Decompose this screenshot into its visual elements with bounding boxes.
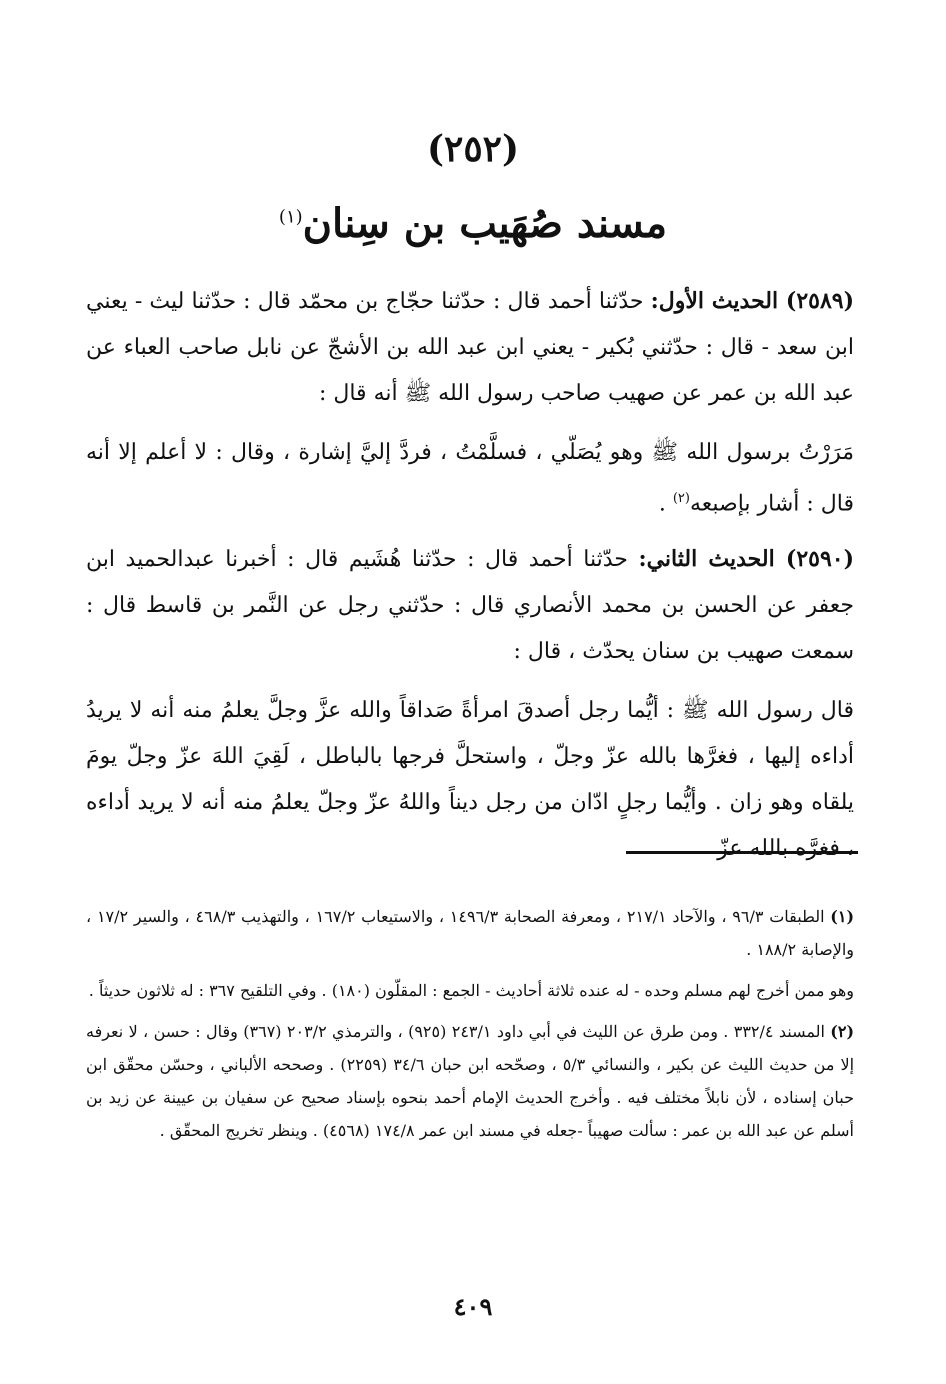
hadith-text-tail: . — [658, 491, 673, 517]
hadith-text: حدّثنا أحمد قال : حدّثنا هُشَيم قال : أخبرنا عبدالحميد ابن جعفر عن الحسن بن محمد الأنصاري قال : حدّثني رجل عن النَّمر بن قاسط قال : سمعت صهيب بن سنان يحدّث ، قال : — [86, 547, 854, 664]
footnote-separator — [626, 851, 858, 854]
footnote-2 — [86, 1015, 854, 1147]
footnote-marker: (٢) — [830, 1022, 855, 1041]
page-number: ٤٠٩ — [453, 1292, 493, 1321]
footnotes — [86, 900, 854, 1155]
hadith-paragraph-2 — [86, 536, 854, 675]
footnote-ref: (٢) — [672, 491, 690, 506]
footnote-1 — [86, 900, 854, 966]
section-number: (٢٥٢) — [426, 128, 520, 170]
footnote-text: المسند ٣٣٢/٤ . ومن طرق عن الليث في أبي داود ٢٤٣/١ (٩٢٥) ، والترمذي ٢٠٣/٢ (٣٦٧) وقال : حسن ، لا نعرفه إلا من حديث الليث عن بكير ، والنسائي ٥/٣ ، وصحّحه ابن حبان ٣٤/٦ (٢٢٥٩) . وصححه الألباني ، وحسّن محقّق ابن حبان إسناده ، لأن نابلاً مختلف فيه . وأخرج الحديث الإمام أحمد بنحوه بإسناد صحيح عن سفيان بن عيينة عن زيد بن أسلم عن عبد الله بن عمر : سألت صهيباً -جعله في مسند ابن عمر ١٧٤/٨ (٤٥٦٨) . وينظر تخريج المحقّق . — [86, 1022, 855, 1140]
hadith-text: مَرَرْتُ برسول الله ﷺ وهو يُصَلّي ، فسلَّمْتُ ، فردَّ إليَّ إشارة ، وقال : لا أعلم إلا أنه قال : أشار بإصبعه — [86, 440, 854, 517]
footnote-1-continued — [86, 974, 854, 1007]
footnote-text: الطبقات ٩٦/٣ ، والآحاد ٢١٧/١ ، ومعرفة الصحابة ١٤٩٦/٣ ، والاستيعاب ١٦٧/٢ ، والتهذيب ٤٦٨/٣ ، والسير ١٧/٢ ، والإصابة ١٨٨/٢ . — [86, 907, 854, 959]
chapter-title-text: مسند صُهَيب بن سِنان — [302, 200, 668, 247]
hadith-matn-1 — [86, 430, 854, 527]
hadith-heading: (٢٥٩٠) الحديث الثاني: — [638, 546, 854, 572]
title-footnote-ref: (١) — [278, 206, 303, 228]
hadith-matn-2 — [86, 688, 854, 872]
hadith-text: حدّثنا أحمد قال : حدّثنا حجّاج بن محمّد قال : حدّثنا ليث - يعني ابن سعد - قال : حدّثني بُكير - يعني ابن عبد الله بن الأشجّ عن نابل صاحب العباء عن عبد الله بن عمر عن صهيب صاحب رسول الله ﷺ أنه قال : — [86, 289, 854, 406]
hadith-heading: (٢٥٨٩) الحديث الأول: — [650, 288, 855, 314]
footnote-marker: (١) — [830, 907, 855, 926]
chapter-title — [0, 200, 946, 247]
hadith-text: قال رسول الله ﷺ : أيُّما رجل أصدقَ امرأةً صَداقاً والله عزَّ وجلَّ يعلمُ منه أنه لا يريدُ أداءه إليها ، فغرَّها بالله عزّ وجلّ ، واستحلَّ فرجها بالباطل ، لَقِيَ اللهَ عزّ وجلّ يومَ يلقاه وهو زان . وأيُّما رجلٍ ادّان من رجل ديناً واللهُ عزّ وجلّ يعلمُ منه أنه لا يريد أداءه ، فغرَّه بالله عزّ — [86, 698, 854, 861]
hadith-paragraph-1 — [86, 278, 854, 417]
footnote-text: وهو ممن أخرج لهم مسلم وحده - له عنده ثلاثة أحاديث - الجمع : المقلّون (١٨٠) . وفي التلقيح ٣٦٧ : له ثلاثون حديثاً . — [88, 981, 854, 1000]
